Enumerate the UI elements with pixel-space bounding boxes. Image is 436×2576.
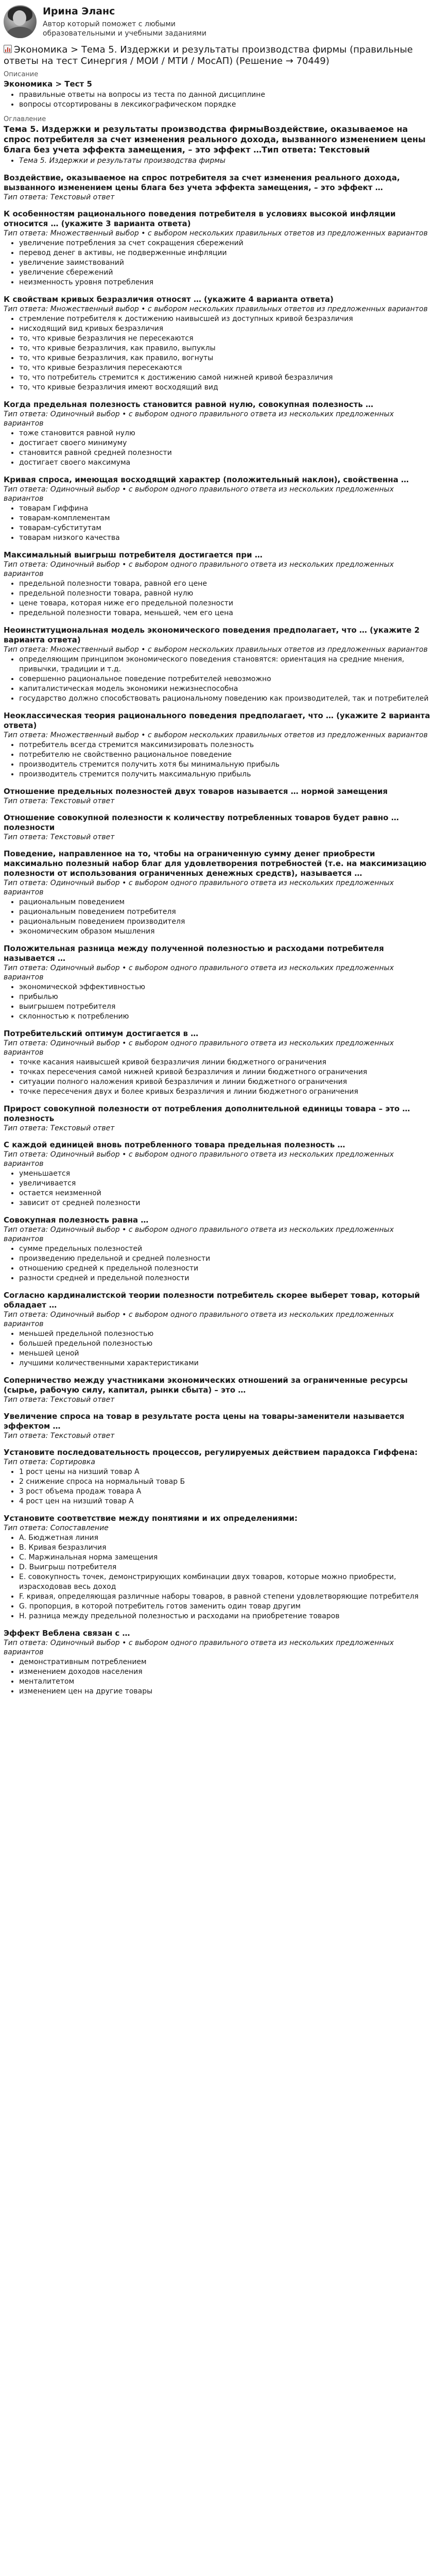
answer-option: • меньшей ценой bbox=[19, 1349, 431, 1359]
question-block bbox=[4, 295, 431, 393]
answer-list bbox=[4, 740, 431, 779]
answer-option: • изменением цен на другие товары bbox=[19, 1687, 431, 1697]
answer-type: Тип ответа: Одиночный выбор • с выбором одного правильного ответа из нескольких предложенных вариантов bbox=[4, 879, 394, 896]
question-title: К особенностям рационального поведения потребителя в условиях высокой инфляции относится … (укажите 3 варианта ответа) bbox=[4, 209, 396, 228]
answer-option: • предельной полезности товара, равной его цене bbox=[19, 579, 431, 589]
answer-type: Тип ответа: Одиночный выбор • с выбором одного правильного ответа из нескольких предложенных вариантов bbox=[4, 1639, 394, 1656]
answer-option: • производитель стремится получить максимальную прибыль bbox=[19, 770, 431, 779]
answer-option: • государство должно способствовать рациональному поведению как производителей, так и потребителей bbox=[19, 694, 431, 704]
question-block bbox=[4, 550, 431, 618]
answer-option: • склонностью к потреблению bbox=[19, 1012, 431, 1022]
breadcrumb bbox=[4, 44, 431, 67]
answer-list bbox=[4, 1657, 431, 1697]
answer-type: Тип ответа: Одиночный выбор • с выбором одного правильного ответа из нескольких предложенных вариантов bbox=[4, 1039, 394, 1057]
answer-type: Тип ответа: Сопоставление bbox=[4, 1524, 109, 1532]
answer-option: • G. пропорция, в которой потребитель готов заменить один товар другим bbox=[19, 1602, 431, 1612]
answer-option: • 4 рост цен на низший товар А bbox=[19, 1497, 431, 1506]
answer-option: • производитель стремится получить хотя бы минимальную прибыль bbox=[19, 760, 431, 770]
answer-option: • точке касания наивысшей кривой безразличия линии бюджетного ограничения bbox=[19, 1058, 431, 1067]
question-title: Увеличение спроса на товар в результате роста цены на товары-заменители называется эффектом … bbox=[4, 1412, 405, 1431]
question-title: Отношение предельных полезностей двух товаров называется … нормой замещения bbox=[4, 787, 388, 796]
answer-type: Тип ответа: Сортировка bbox=[4, 1458, 95, 1466]
question-block bbox=[4, 1140, 431, 1208]
answer-option: • зависит от средней полезности bbox=[19, 1198, 431, 1208]
chart-icon bbox=[4, 45, 12, 53]
answer-option: • рациональным поведением производителя bbox=[19, 917, 431, 927]
answer-option: • совершенно рациональное поведение потребителей невозможно bbox=[19, 674, 431, 684]
question-block bbox=[4, 711, 431, 779]
question-block bbox=[4, 625, 431, 704]
answer-option: • E. совокупность точек, демонстрирующих комбинации двух товаров, которые можно приобрести, израсходовав весь доход bbox=[19, 1572, 431, 1592]
description-label: Описание bbox=[4, 71, 39, 78]
answer-option: • тоже становится равной нулю bbox=[19, 429, 431, 438]
answer-option: • изменением доходов населения bbox=[19, 1667, 431, 1677]
answer-option: • 1 рост цены на низший товар А bbox=[19, 1467, 431, 1477]
answer-option: • товарам-комплементам bbox=[19, 514, 431, 523]
answer-option: • то, что кривые безразличия, как правило, вогнуты bbox=[19, 353, 431, 363]
question-block bbox=[4, 1629, 431, 1697]
list-item: • вопросы отсортированы в лексикографическом порядке bbox=[19, 100, 431, 110]
answer-type: Тип ответа: Множественный выбор • с выбором нескольких правильных ответов из предложенных вариантов bbox=[4, 305, 428, 313]
answer-option: • 2 снижение спроса на нормальный товар Б bbox=[19, 1477, 431, 1487]
answer-list bbox=[4, 897, 431, 937]
answer-type: Тип ответа: Одиночный выбор • с выбором одного правильного ответа из нескольких предложенных вариантов bbox=[4, 1311, 394, 1328]
question-block bbox=[4, 1514, 431, 1621]
answer-type: Тип ответа: Множественный выбор • с выбором нескольких правильных ответов из предложенных вариантов bbox=[4, 229, 428, 238]
page bbox=[0, 2, 431, 1697]
answer-list bbox=[4, 239, 431, 287]
toc-title: Тема 5. Издержки и результаты производства фирмыВоздействие, оказываемое на спрос потребителя за счет изменения реального дохода, вызванного изменением цены блага без учета эффекта замещения, – это эффект …Тип ответа: Текстовый bbox=[4, 124, 426, 155]
question-block bbox=[4, 787, 431, 806]
answer-option: • достигает своего максимума bbox=[19, 458, 431, 468]
avatar[interactable] bbox=[4, 5, 37, 38]
answer-option: • C. Маржинальная норма замещения bbox=[19, 1553, 431, 1563]
answer-option: • увеличение потребления за счет сокращения сбережений bbox=[19, 239, 431, 248]
answer-option: • увеличение сбережений bbox=[19, 268, 431, 278]
question-title: Когда предельная полезность становится равной нулю, совокупная полезность … bbox=[4, 400, 374, 409]
description-value: Экономика > Тест 5 bbox=[4, 79, 92, 89]
answer-option: • демонстративным потреблением bbox=[19, 1657, 431, 1667]
author-info bbox=[43, 2, 213, 38]
question-block bbox=[4, 1029, 431, 1097]
question-title: К свойствам кривых безразличия относят … (укажите 4 варианта ответа) bbox=[4, 295, 334, 304]
answer-option: • уменьшается bbox=[19, 1169, 431, 1179]
answer-option: • рациональным поведением потребителя bbox=[19, 907, 431, 917]
question-block bbox=[4, 1215, 431, 1283]
answer-list bbox=[4, 1169, 431, 1208]
answer-type: Тип ответа: Текстовый ответ bbox=[4, 193, 115, 201]
answer-option: • ситуации полного наложения кривой безразличия и линии бюджетного ограничения bbox=[19, 1077, 431, 1087]
answer-option: • экономическим образом мышления bbox=[19, 927, 431, 937]
answer-type: Тип ответа: Множественный выбор • с выбором нескольких правильных ответов из предложенных вариантов bbox=[4, 646, 428, 654]
question-block bbox=[4, 209, 431, 287]
description-list bbox=[4, 90, 431, 110]
answer-type: Тип ответа: Одиночный выбор • с выбором одного правильного ответа из нескольких предложенных вариантов bbox=[4, 410, 394, 428]
list-item: • правильные ответы на вопросы из теста по данной дисциплине bbox=[19, 90, 431, 100]
question-title: Установите соответствие между понятиями и их определениями: bbox=[4, 1514, 298, 1523]
answer-option: • 3 рост объема продаж товара А bbox=[19, 1487, 431, 1497]
answer-option: • товарам низкого качества bbox=[19, 533, 431, 543]
answer-option: • выигрышем потребителя bbox=[19, 1002, 431, 1012]
answer-option: • прибылью bbox=[19, 992, 431, 1002]
answer-list bbox=[4, 1467, 431, 1506]
answer-option: • большей предельной полезностью bbox=[19, 1339, 431, 1349]
answer-list bbox=[4, 314, 431, 393]
answer-option: • потребителю не свойственно рациональное поведение bbox=[19, 750, 431, 760]
answer-type: Тип ответа: Текстовый ответ bbox=[4, 833, 115, 841]
answer-option: • увеличивается bbox=[19, 1179, 431, 1189]
answer-type: Тип ответа: Одиночный выбор • с выбором одного правильного ответа из нескольких предложенных вариантов bbox=[4, 1150, 394, 1168]
question-block bbox=[4, 1104, 431, 1133]
answer-option: • F. кривая, определяющая различные наборы товаров, в равной степени удовлетворяющие потребителя bbox=[19, 1592, 431, 1602]
toc-label: Оглавление bbox=[4, 115, 46, 123]
answer-option: • нисходящий вид кривых безразличия bbox=[19, 324, 431, 334]
answer-type: Тип ответа: Одиночный выбор • с выбором одного правильного ответа из нескольких предложенных вариантов bbox=[4, 964, 394, 981]
answer-option: • определяющим принципом экономического поведения становятся: ориентация на средние мнения, привычки, традиции и т.д. bbox=[19, 655, 431, 674]
question-title: Максимальный выигрыш потребителя достигается при … bbox=[4, 550, 263, 560]
answer-option: • неизменность уровня потребления bbox=[19, 278, 431, 287]
answer-type: Тип ответа: Одиночный выбор • с выбором одного правильного ответа из нескольких предложенных вариантов bbox=[4, 485, 394, 503]
answer-option: • стремление потребителя к достижению наивысшей из доступных кривой безразличия bbox=[19, 314, 431, 324]
answer-type: Тип ответа: Текстовый ответ bbox=[4, 797, 115, 805]
question-block bbox=[4, 1291, 431, 1368]
question-block bbox=[4, 944, 431, 1022]
question-title: Поведение, направленное на то, чтобы на ограниченную сумму денег приобрести максимально полезный набор благ для удовлетворения потребностей (т.е. на максимизацию полезности от использования ограниченных денежных средств), называется … bbox=[4, 849, 427, 878]
answer-option: • произведению предельной и средней полезности bbox=[19, 1254, 431, 1264]
answer-option: • то, что кривые безразличия имеют восходящий вид bbox=[19, 383, 431, 393]
answer-option: • B. Кривая безразличия bbox=[19, 1543, 431, 1553]
question-title: Положительная разница между полученной полезностью и расходами потребителя называется … bbox=[4, 944, 384, 963]
question-block bbox=[4, 849, 431, 937]
answer-option: • разности средней и предельной полезности bbox=[19, 1274, 431, 1283]
author-bio: Автор который поможет с любыми образовательными и учебными заданиями bbox=[43, 20, 207, 38]
answer-option: • перевод денег в активы, не подверженные инфляции bbox=[19, 248, 431, 258]
question-title: Неоинституциональная модель экономического поведения предполагает, что … (укажите 2 варианта ответа) bbox=[4, 625, 420, 645]
question-block bbox=[4, 1448, 431, 1506]
answer-option: • рациональным поведением bbox=[19, 897, 431, 907]
answer-option: • лучшими количественными характеристиками bbox=[19, 1359, 431, 1368]
answer-list bbox=[4, 982, 431, 1022]
question-block bbox=[4, 813, 431, 842]
answer-type: Тип ответа: Одиночный выбор • с выбором одного правильного ответа из нескольких предложенных вариантов bbox=[4, 561, 394, 578]
answer-option: • менталитетом bbox=[19, 1677, 431, 1687]
answer-type: Тип ответа: Множественный выбор • с выбором нескольких правильных ответов из предложенных вариантов bbox=[4, 731, 428, 739]
questions-list bbox=[4, 173, 431, 1697]
answer-option: • то, что кривые безразличия, как правило, выпуклы bbox=[19, 344, 431, 353]
question-title: Согласно кардиналистской теории полезности потребитель скорее выберет товар, который обладает … bbox=[4, 1291, 420, 1310]
answer-option: • потребитель всегда стремится максимизировать полезность bbox=[19, 740, 431, 750]
question-block bbox=[4, 173, 431, 202]
answer-option: • точке пересечения двух и более кривых безразличия и линии бюджетного ограничения bbox=[19, 1087, 431, 1097]
answer-option: • капиталистическая модель экономики нежизнеспособна bbox=[19, 684, 431, 694]
answer-option: • остается неизменной bbox=[19, 1189, 431, 1198]
question-title: Отношение совокупной полезности к количеству потребленных товаров будет равно … полезности bbox=[4, 813, 399, 832]
answer-list bbox=[4, 429, 431, 468]
answer-option: • цене товара, которая ниже его предельной полезности bbox=[19, 599, 431, 608]
answer-option: • достигает своего минимуму bbox=[19, 438, 431, 448]
answer-option: • отношению средней к предельной полезности bbox=[19, 1264, 431, 1274]
question-block bbox=[4, 1412, 431, 1440]
breadcrumb-text: Экономика > Тема 5. Издержки и результаты производства фирмы (правильные ответы на тест Синергия / МОИ / МТИ / МосАП) (Решение → 70449) bbox=[4, 44, 413, 66]
answer-list bbox=[4, 1244, 431, 1283]
question-title: Установите последовательность процессов, регулируемых действием парадокса Гиффена: bbox=[4, 1448, 418, 1457]
answer-list bbox=[4, 655, 431, 704]
answer-option: • точках пересечения самой нижней кривой безразличия и линии бюджетного ограничения bbox=[19, 1067, 431, 1077]
question-title: Эффект Веблена связан с … bbox=[4, 1629, 130, 1638]
question-title: Воздействие, оказываемое на спрос потребителя за счет изменения реального дохода, вызванного изменением цены блага без учета эффекта замещения, – это эффект … bbox=[4, 173, 400, 192]
answer-list bbox=[4, 1058, 431, 1097]
answer-option: • предельной полезности товара, равной нулю bbox=[19, 589, 431, 599]
answer-option: • товарам-субститутам bbox=[19, 523, 431, 533]
answer-option: • то, что потребитель стремится к достижению самой нижней кривой безразличия bbox=[19, 373, 431, 383]
answer-option: • то, что кривые безразличия не пересекаются bbox=[19, 334, 431, 344]
answer-option: • меньшей предельной полезностью bbox=[19, 1329, 431, 1339]
answer-option: • экономической эффективностью bbox=[19, 982, 431, 992]
answer-type: Тип ответа: Текстовый ответ bbox=[4, 1124, 115, 1132]
question-block bbox=[4, 475, 431, 543]
answer-option: • сумме предельных полезностей bbox=[19, 1244, 431, 1254]
answer-option: • то, что кривые безразличия пересекаются bbox=[19, 363, 431, 373]
answer-list bbox=[4, 1329, 431, 1368]
answer-list bbox=[4, 1533, 431, 1621]
answer-option: • A. Бюджетная линия bbox=[19, 1533, 431, 1543]
question-title: Неоклассическая теория рационального поведения предполагает, что … (укажите 2 варианта ответа) bbox=[4, 711, 430, 730]
question-block bbox=[4, 400, 431, 468]
answer-type: Тип ответа: Одиночный выбор • с выбором одного правильного ответа из нескольких предложенных вариантов bbox=[4, 1226, 394, 1243]
answer-type: Тип ответа: Текстовый ответ bbox=[4, 1396, 115, 1404]
author-header bbox=[4, 2, 431, 43]
answer-option: • увеличение заимствований bbox=[19, 258, 431, 268]
question-title: Совокупная полезность равна … bbox=[4, 1215, 149, 1225]
answer-option: • товарам Гиффина bbox=[19, 504, 431, 514]
answer-list bbox=[4, 579, 431, 618]
toc-list bbox=[4, 156, 431, 166]
answer-type: Тип ответа: Текстовый ответ bbox=[4, 1432, 115, 1440]
question-title: Прирост совокупной полезности от потребления дополнительной единицы товара – это … полезность bbox=[4, 1104, 410, 1123]
answer-option: • предельной полезности товара, меньшей, чем его цена bbox=[19, 608, 431, 618]
author-name[interactable]: Ирина Эланс bbox=[43, 6, 115, 17]
answer-option: • H. разница между предельной полезностью и расходами на приобретение товаров bbox=[19, 1612, 431, 1621]
question-block bbox=[4, 1376, 431, 1404]
question-title: Потребительский оптимум достигается в … bbox=[4, 1029, 199, 1038]
answer-option: • D. Выигрыш потребителя bbox=[19, 1563, 431, 1572]
toc-item[interactable]: • Тема 5. Издержки и результаты производства фирмы bbox=[19, 156, 431, 166]
question-title: Кривая спроса, имеющая восходящий характер (положительный наклон), свойственна … bbox=[4, 475, 409, 484]
question-title: С каждой единицей вновь потребленного товара предельная полезность … bbox=[4, 1140, 345, 1149]
answer-list bbox=[4, 504, 431, 543]
answer-option: • становится равной средней полезности bbox=[19, 448, 431, 458]
question-title: Соперничество между участниками экономических отношений за ограниченные ресурсы (сырье, рабочую силу, капитал, рынки сбыта) – это … bbox=[4, 1376, 408, 1395]
